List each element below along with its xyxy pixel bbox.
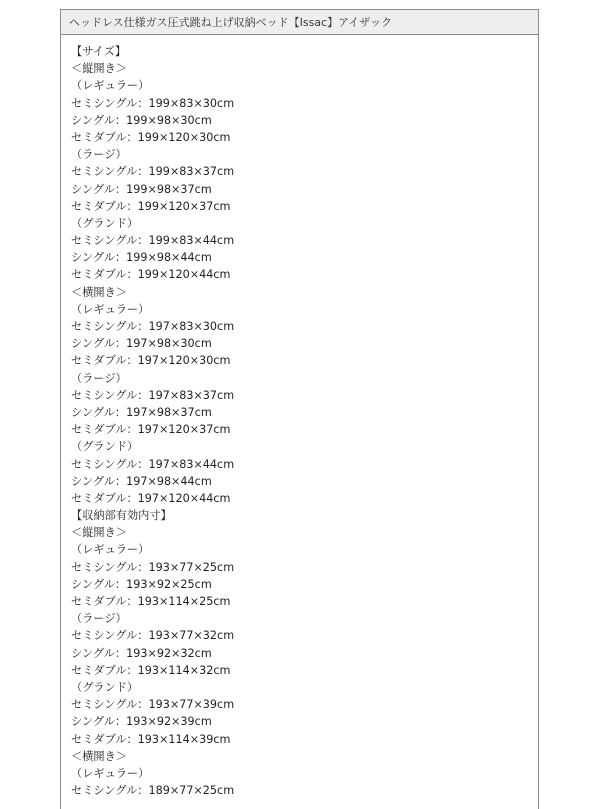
spec-line: セミダブル：193×114×25cm <box>71 595 231 608</box>
spec-line: シングル：197×98×44cm <box>71 474 212 488</box>
spec-line: シングル：199×98×30cm <box>71 113 212 127</box>
spec-line: セミダブル：193×114×32cm <box>71 663 231 677</box>
spec-line: シングル：193×92×39cm <box>71 715 212 729</box>
subheading-vertical-open: ＜縦開き＞ <box>71 62 127 76</box>
table-header <box>61 10 538 35</box>
spec-line: セミシングル：193×77×39cm <box>71 698 235 712</box>
spec-line: セミシングル：189×77×25cm <box>71 784 235 798</box>
spec-line: セミダブル：193×114×39cm <box>71 732 231 746</box>
spec-line: セミシングル：199×83×44cm <box>71 234 235 248</box>
variant-regular: （レギュラー） <box>71 79 150 93</box>
spec-line: セミダブル：197×120×37cm <box>71 423 231 437</box>
spec-line: セミシングル：199×83×37cm <box>71 165 235 179</box>
subheading-horizontal-open: ＜横開き＞ <box>71 285 127 299</box>
subheading-vertical-open: ＜縦開き＞ <box>71 526 127 540</box>
variant-large: （ラージ） <box>71 371 127 385</box>
variant-regular: （レギュラー） <box>71 302 150 316</box>
spec-line: シングル：193×92×25cm <box>71 577 212 591</box>
section-heading-size: 【サイズ】 <box>71 45 127 58</box>
spec-line: シングル：197×98×30cm <box>71 337 212 351</box>
section-heading-storage: 【収納部有効内寸】 <box>71 509 172 523</box>
spec-line: シングル：199×98×37cm <box>71 182 212 196</box>
variant-large: （ラージ） <box>71 612 127 626</box>
subheading-horizontal-open: ＜横開き＞ <box>71 749 127 763</box>
spec-line: セミシングル：197×83×37cm <box>71 388 235 402</box>
spec-line: セミダブル：197×120×44cm <box>71 491 231 505</box>
variant-grand: （グランド） <box>71 680 139 694</box>
spec-line: セミシングル：193×77×32cm <box>71 629 235 643</box>
spec-line: セミダブル：197×120×30cm <box>71 354 231 368</box>
spec-line: シングル：199×98×44cm <box>71 251 212 265</box>
spec-line: セミシングル：199×83×30cm <box>71 96 235 110</box>
spec-table <box>60 9 539 809</box>
variant-grand: （グランド） <box>71 216 139 230</box>
spec-line: シングル：193×92×32cm <box>71 646 212 660</box>
variant-large: （ラージ） <box>71 148 127 162</box>
spec-line: シングル：197×98×37cm <box>71 405 212 419</box>
variant-regular: （レギュラー） <box>71 766 150 780</box>
spec-line: セミダブル：199×120×37cm <box>71 199 231 213</box>
spec-line: セミダブル：199×120×44cm <box>71 268 231 282</box>
spec-line: セミシングル：197×83×30cm <box>71 320 235 333</box>
spec-line: セミシングル：193×77×25cm <box>71 560 235 574</box>
variant-regular: （レギュラー） <box>71 543 150 557</box>
spec-content <box>61 35 538 799</box>
spec-line: セミダブル：199×120×30cm <box>71 130 231 144</box>
variant-grand: （グランド） <box>71 440 139 454</box>
product-title: ヘッドレス仕様ガス圧式跳ね上げ収納ベッド【Issac】アイザック <box>69 16 392 29</box>
spec-line: セミシングル：197×83×44cm <box>71 457 235 471</box>
